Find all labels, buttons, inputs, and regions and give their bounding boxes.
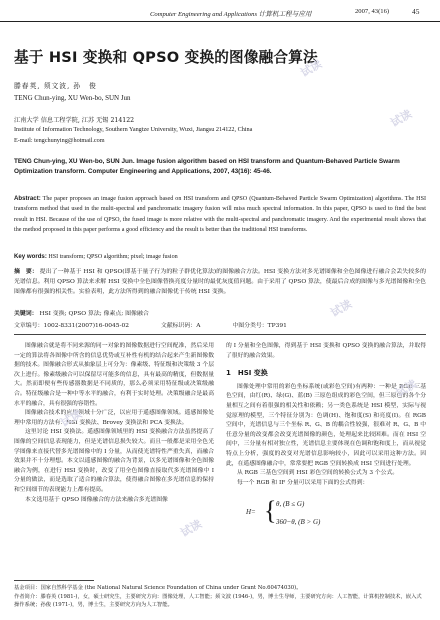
footnote: 基金项目：国家自然科学基金 (the National Natural Science Foundation of China under Grant No.60474030)。 作者简介：滕春英 (1981-)，女，硕士研究生，主要研究方向：图像处理，人工智能；须文波 (1946-)，男，博士生导师，主要研究方向：人工智能，计算机控制技术，嵌入式操作系统；孙俊 (1971-)，男，博士生，主要研究方向为人工智能。 bbox=[14, 585, 422, 609]
body-column-right bbox=[226, 342, 426, 540]
paper-title: 基于 HSI 变换和 QPSO 变换的图像融合算法 bbox=[14, 49, 318, 66]
body-paragraph: 图像处理中常用的彩色坐标系统(或彩色空间)有两种：一种是 RGB 三基色空间，由红(R)、绿(G)、蓝(B) 三原色组成的彩色空间，但三原色的各个分量相互之间有着很强的相关性和依赖；另一类色系统是 HSI 模型，实际与视觉原理的模型，三个特征分别为：色调(H)、饱和度(S) 和亮度(I)。在 RGB 空间中，光谱信息与三个坐标 R、G、B 的耦合性较强，很难对 R、G、B 中任意分量的改变都会改变光谱图像的颜色，处理起来比较困难。而在 HSI 空间中，三分量有相对独立性，光谱信息主要体现在色调和饱和度上，而从视觉特点上分析，强度的改变对光谱信息影响较小，因此可以采用这种方法。因此，在遥感图像融合中，常常要把 RGB 空间转换成 HSI 空间进行处理。 bbox=[226, 383, 426, 467]
article-metadata-line bbox=[14, 320, 317, 329]
formula-lhs: H= bbox=[246, 508, 256, 517]
affiliation-english: Institute of Information Technology, Southern Yangtze University, Wuxi, Jiangsu 214122, China bbox=[14, 126, 253, 133]
keywords-text: HSI transform; QPSO algorithm; pixel; image fusion bbox=[48, 254, 178, 260]
zh-abstract-text: 提出了一种基于 HSI 和 QPSO(即基于量子行为的粒子群优化算法)的图像融合方法。HSI 变换方法对多光谱图像和全色图像进行融合会丢失较多的光谱信息。利用 QPSO 算法来求解 HSI 变换中全色图像替换亮度分量时的最优灰度值问题。由于采用了 QPSO 算法，使最后合成的图像与多光谱图像和全色图像都有很强的相关性。实验表明，此方法所得到的融合图像优于传统 HSI 变换。 bbox=[14, 269, 427, 295]
journal-title: Computer Engineering and Applications 计算机工程与应用 bbox=[150, 11, 312, 18]
zh-keywords-text: HSI 变换; QPSO 算法; 像素点; 图像融合 bbox=[39, 311, 149, 317]
running-header bbox=[0, 0, 440, 22]
author-email: E-mail: tengchunying@hotmail.com bbox=[14, 137, 105, 144]
keywords-english bbox=[14, 252, 426, 262]
body-paragraph: 从 RGB 三基色空间到 HSI 彩色空间的转换公式为 3 个公式。 bbox=[237, 470, 399, 477]
journal-issue: 2007, 43(16) bbox=[355, 8, 390, 15]
formula-case-1: θ, (B ≤ G) bbox=[276, 500, 305, 509]
watermark: 试读 bbox=[58, 407, 85, 430]
body-paragraph: 图像融合技术的应用领域十分广泛，以应用于遥感图像领域。遥感图像处理中常用的方法有：HSI 变换法、Brovey 变换法和 PCA 变换法。 bbox=[14, 410, 214, 426]
affiliation-chinese: 江南大学 信息工程学院, 江苏 无锡 214122 bbox=[14, 117, 135, 124]
section-heading: 1 HSI 变换 bbox=[226, 369, 268, 378]
authors-english: TENG Chun-ying, XU Wen-bo, SUN Jun bbox=[14, 94, 131, 102]
watermark: 试读 bbox=[328, 297, 355, 320]
formula-case-2: 360−θ, (B > G) bbox=[276, 518, 321, 527]
watermark: 试读 bbox=[178, 517, 205, 540]
keywords-label: Key words: bbox=[14, 253, 47, 260]
footnote-divider bbox=[14, 580, 94, 581]
body-paragraph: 的 I 分量和全色图像，得到基于 HSI 变换和 QPSO 变换的融合算法，并取得了很好的融合效果。 bbox=[226, 343, 426, 359]
body-column-left bbox=[14, 342, 214, 505]
watermark: 试读 bbox=[388, 107, 415, 130]
formula-brace: { bbox=[264, 496, 277, 526]
citation-block: TENG Chun-ying, XU Wen-bo, SUN Jun. Image fusion algorithm based on HSI transform and Quantum-Behaved Particle Swarm Optimization transform. Computer Engineering and Applications, 2007, 43(16): 45-46. bbox=[14, 158, 400, 175]
abstract-chinese bbox=[14, 267, 426, 297]
keywords-chinese bbox=[14, 308, 149, 317]
body-paragraph: 图像融合就是将不同来源的同一对象的图像数据进行空间配准，然后采用一定的算法将各图像中所含的信息优势或互补性有机的结合起来产生新图像数据的技术。图像融合形式从抽象层上可分为：像素级、特征级和决策级 3 个层次上进行。像素级融合可以保留尽可能多的信息，具有最高的精度，但数据量大。然而即便有些传感器数据是不同质的，那么必须采用特征级或决策级融合。特征级融合是一种中等水平的融合，有利于实时处理。决策级融合是最高水平的融合，具有很强的容错性。 bbox=[14, 343, 214, 407]
document-code: 文献标识码：A bbox=[160, 323, 201, 329]
watermark: 试读 bbox=[393, 377, 420, 400]
zh-abstract-label: 摘 要： bbox=[14, 268, 38, 275]
page-number: 45 bbox=[412, 7, 420, 16]
authors-chinese: 滕春英, 须文波, 孙 俊 bbox=[14, 82, 97, 90]
body-paragraph: 每一个 RGB 和 IF 分量可以采用下面的公式得到： bbox=[237, 479, 369, 486]
body-paragraph: 本文选用基于 QPSO 图像融合的方法来融合多光谱图像 bbox=[25, 496, 168, 503]
body-paragraph: 这里讨论 HSI 变换法。遥感图像领域里的 HSI 变换融合方法虽然提高了图像的空间信息表现能力，但是光谱信息损失较大。而且一般都是采用全色光学图像来直接代替多光谱图像中的 I 分量，从而使光谱特性严重失真，而融合效果并不十分理想。本文以遥感图像的融合为背景，以多光谱图像和全色图像融合为例，在进行 HSI 变换时，改变了用全色图像直接取代多光谱图像中 I 分量的做法，而是选取了适合的融合算法，使得融合图像在多光谱信息的保持和空间细节的表现能力上都有提高。 bbox=[14, 429, 214, 493]
watermark: 试读 bbox=[298, 57, 325, 80]
zh-keywords-label: 关键词： bbox=[14, 310, 38, 317]
abstract-label: Abstract: bbox=[14, 195, 41, 202]
hue-formula bbox=[226, 492, 426, 536]
abstract-text: The paper proposes an image fusion approach based on HSI transform and QPSO (Quantum-Behaved Particle Swarm Optimization) algorithms. The HSI transform method that used in the multi-spectral and panchromatic imagery fusion will miss much spectral information. In this paper, QPSO is used to find the best result in HSI. Because of the use of QPSO, the fused image is more relative with the multi-spectral and panchromatic imagery. And the experimental result shows that the method proposed in this paper performs a good efficiency and the result is better than the traditional HSI transforms. bbox=[14, 196, 426, 234]
section-divider bbox=[14, 334, 426, 335]
article-number: 文章编号：1002-8331(2007)16-0045-02 bbox=[14, 323, 129, 329]
clc-number: 中图分类号：TP391 bbox=[232, 323, 287, 329]
abstract-english bbox=[14, 194, 426, 236]
